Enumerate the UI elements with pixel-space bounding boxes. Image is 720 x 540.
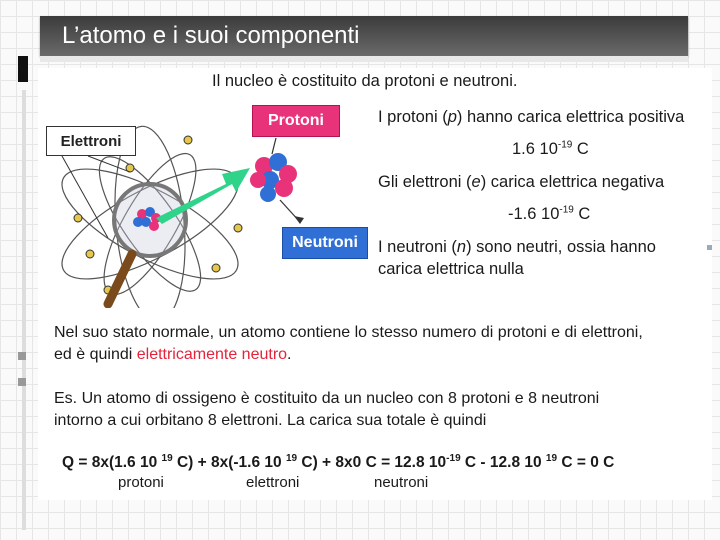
formula-exponent: 19: [285, 452, 298, 464]
formula-label-electrons: elettroni: [246, 474, 300, 491]
formula-exponent: 19: [161, 452, 173, 464]
electrons-label-box: Elettroni: [46, 126, 136, 156]
left-bullet-marker: [18, 378, 26, 386]
formula-part: C = 0 C: [557, 454, 615, 471]
electrons-fact-text: ) carica elettrica negativa: [480, 173, 665, 191]
formula-part: C - 12.8 10: [460, 454, 546, 471]
formula-label-protons: protoni: [118, 474, 164, 491]
formula-part: 10: [428, 454, 447, 471]
charge-unit: C: [573, 205, 591, 223]
charge-formula: [62, 454, 614, 472]
neutral-text: .: [287, 346, 292, 363]
electrons-fact-text: Gli elettroni (: [378, 173, 472, 191]
neutrons-fact-line2: carica elettrica nulla: [378, 260, 524, 278]
formula-exponent: 19: [545, 452, 558, 464]
electrons-charge: [508, 205, 590, 224]
small-marker: [707, 245, 712, 250]
example-line-2: intorno a cui orbitano 8 elettroni. La carica sua totale è quindi: [54, 412, 487, 429]
slide-title: L’atomo e i suoi componenti: [62, 22, 360, 49]
protons-label-box: Protoni: [252, 105, 340, 137]
neutral-text: ed è quindi: [54, 346, 137, 363]
electron-pointer-line: [62, 156, 108, 238]
neutral-highlight: elettricamente neutro: [136, 346, 288, 363]
left-divider-line: [22, 90, 26, 530]
charge-unit: C: [572, 140, 589, 158]
large-nucleus: [250, 153, 297, 202]
protons-symbol: p: [447, 108, 457, 126]
electrons-symbol: e: [471, 173, 481, 191]
neutrons-label-box: Neutroni: [282, 227, 368, 259]
formula-label-neutrons: neutroni: [374, 474, 429, 491]
neutrons-fact-text: ) sono neutri, ossia hanno: [466, 238, 656, 256]
electrons-fact: [378, 173, 664, 192]
nucleus-caption: Il nucleo è costituito da protoni e neutroni.: [212, 72, 518, 90]
atom-illustration: [38, 68, 378, 308]
charge-base: 1.6 10: [512, 140, 558, 158]
protons-charge: [512, 140, 589, 159]
protons-pointer-arrow: [272, 138, 276, 154]
charge-exponent: -19: [559, 204, 574, 216]
protons-fact-text: ) hanno carica elettrica positiva: [456, 108, 685, 126]
slide-content-image: [38, 68, 712, 500]
left-bullet-marker: [18, 352, 26, 360]
charge-exponent: -19: [557, 139, 573, 151]
example-line-1: Es. Un atomo di ossigeno è costituito da un nucleo con 8 protoni e 8 neutroni: [54, 390, 600, 407]
neutrons-arrowhead: [294, 216, 304, 224]
formula-part: Q = 8x(1.6 10: [62, 454, 162, 471]
protons-fact: [378, 108, 684, 127]
slide-frame-strip: [40, 56, 688, 62]
neutrons-symbol: n: [456, 238, 467, 256]
neutral-line-1: Nel suo stato normale, un atomo contiene lo stesso numero di protoni e di elettroni,: [54, 324, 643, 341]
left-accent-bar: [18, 56, 28, 82]
neutral-line-2: [54, 346, 292, 364]
formula-part: C) + 8x0 C = 12.8: [297, 454, 425, 471]
formula-part: C) + 8x(-1.6 10: [172, 454, 286, 471]
protons-fact-text: I protoni (: [378, 108, 448, 126]
magnifier-handle: [108, 254, 132, 304]
slide-title-bar: [40, 16, 688, 56]
neutrons-fact-text: I neutroni (: [378, 238, 457, 256]
neutrons-fact: [378, 238, 656, 257]
formula-exponent: -19: [446, 452, 461, 464]
charge-base: -1.6 10: [508, 205, 560, 223]
